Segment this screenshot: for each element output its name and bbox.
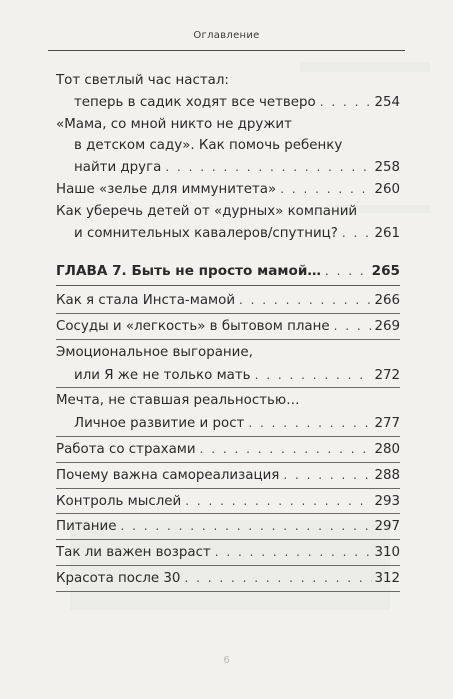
leader-dots [200,439,373,461]
leader-dots [185,491,372,513]
toc-entry [56,491,400,515]
toc-page-number: 288 [374,467,400,483]
toc-entry-text: теперь в садик ходят все четверо [74,94,316,110]
page-folio: 6 [223,655,230,666]
toc-page-number: 310 [374,545,400,561]
toc-entry [56,413,400,437]
toc-entry [56,568,400,592]
toc-entry-text: найти друга [74,160,162,176]
toc-entry [56,342,400,365]
toc-entry [56,290,400,314]
toc-entry-text: Работа со страхами [56,441,196,457]
toc-entry-text: Как я стала Инста-мамой [56,293,236,309]
toc-entry-text: и сомнительных кавалеров/спутниц? [74,225,338,241]
toc-entry-text: Как уберечь детей от «дурных» компаний [56,203,358,219]
toc-page-number: 269 [374,318,400,334]
toc-page-number: 254 [374,94,400,110]
toc-entry [56,516,400,540]
toc-page-number: 312 [374,570,400,586]
running-header: Оглавление [193,30,260,41]
header-rule [48,50,405,51]
toc-page-number: 280 [374,441,400,457]
toc-entry-text: Сосуды и «легкость» в бытовом плане [56,318,330,334]
toc-entry [56,465,400,489]
toc-page-number: 260 [374,181,400,197]
toc-entry [56,439,400,463]
toc-entry [56,114,400,179]
toc-entry [56,70,400,114]
toc-page-number: 266 [374,293,400,309]
leader-dots [184,568,372,590]
chapter-entries [56,290,400,592]
leader-dots [165,157,372,179]
toc-entry-text: Красота после 30 [56,570,181,586]
leader-dots [325,261,370,283]
leader-dots [334,316,373,338]
toc-entry-text: Питание [56,519,117,535]
toc-entry [56,201,400,245]
toc-entry-text: Личное развитие и рост [74,416,245,432]
toc-entry-text: Наше «зелье для иммунитета» [56,181,277,197]
toc-entry-text: Мечта, не ставшая реальностью… [56,393,300,409]
toc-entry [56,365,400,389]
toc-entry-text: «Мама, со мной никто не дружит [56,116,292,132]
toc-entry [56,542,400,566]
leader-dots [215,542,373,564]
leader-dots [320,92,373,114]
toc-page-number: 277 [374,416,400,432]
leader-dots [255,365,373,387]
toc-entry-text: Почему важна самореализация [56,467,280,483]
table-of-contents [56,70,400,594]
toc-entry-text: Так ли важен возраст [56,545,211,561]
toc-page-number: 261 [374,225,400,241]
leader-dots [280,179,372,201]
chapter-page-number: 265 [371,263,400,280]
leader-dots [248,413,372,435]
leader-dots [239,290,372,312]
toc-page-number: 297 [374,519,400,535]
toc-entry [56,390,400,413]
toc-page-number: 258 [374,160,400,176]
toc-page-number: 272 [374,367,400,383]
toc-entry [56,179,400,201]
toc-entry-text: Тот светлый час настал: [56,73,229,88]
chapter-title: ГЛАВА 7. Быть не просто мамой… [56,263,321,280]
toc-page-number: 293 [374,493,400,509]
toc-entry-text: Эмоциональное выгорание, [56,344,253,360]
leader-dots [120,516,372,538]
toc-entry [56,316,400,340]
toc-entry-text: Контроль мыслей [56,493,182,509]
toc-entry-text: или Я же не только мать [74,367,251,383]
leader-dots [342,223,373,245]
toc-entry-text: в детском саду». Как помочь ребенку [74,138,343,154]
chapter-heading [56,261,400,286]
leader-dots [283,465,372,487]
spacer [56,244,400,261]
